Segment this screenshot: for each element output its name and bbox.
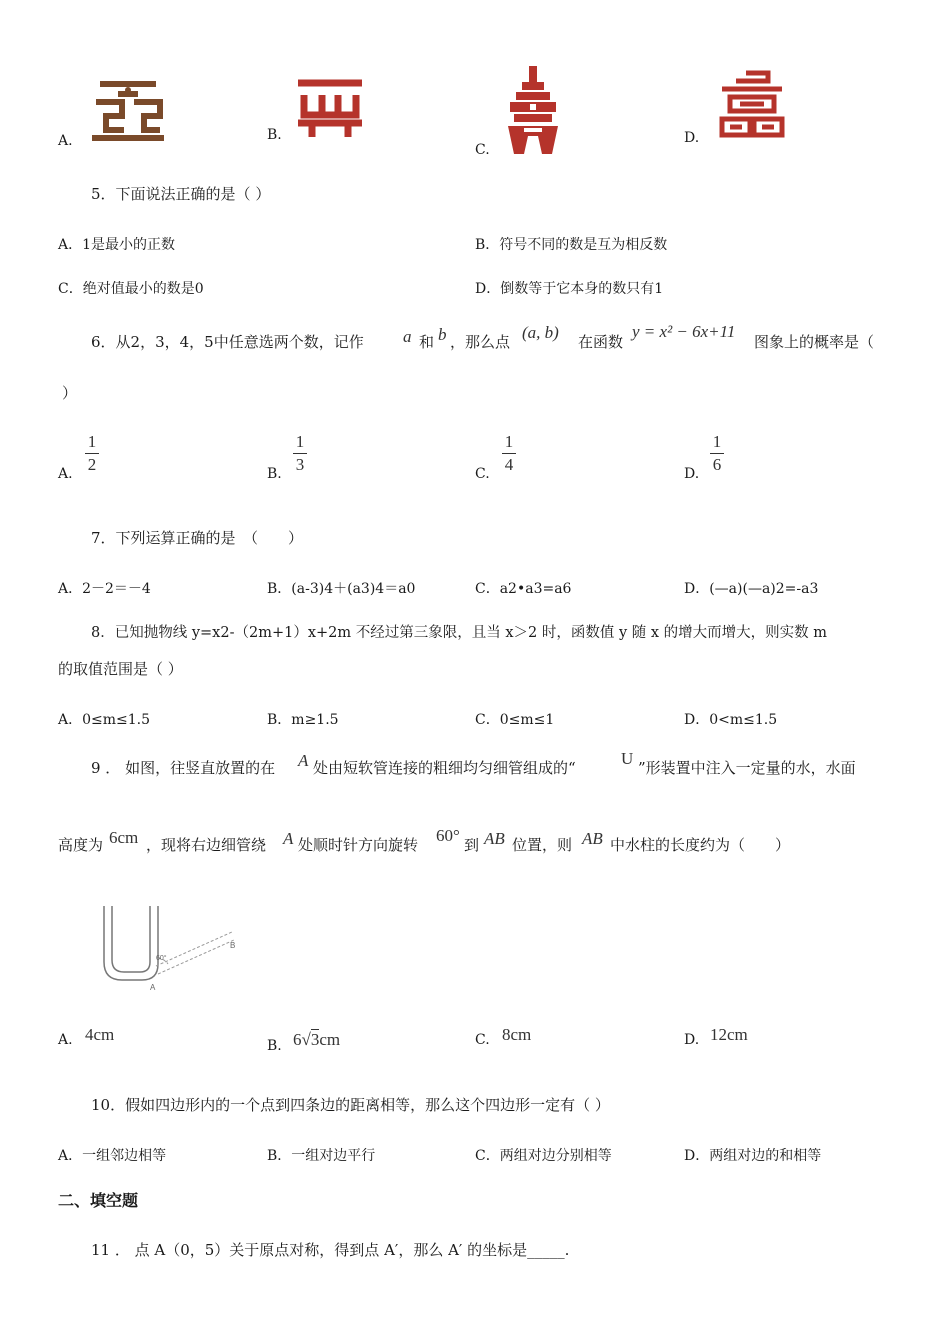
q9-option-b-value: 6√3cm <box>293 1030 341 1049</box>
q4-option-d-label: D. <box>684 130 700 146</box>
q6-option-c-numerator: 1 <box>504 432 514 451</box>
q9-stem-part-5: ，现将右边细管绕 <box>146 836 267 854</box>
q6-stem-part-2: ，那么点 <box>450 333 511 351</box>
q7-option-c: C．a2•a3=a6 <box>475 581 572 597</box>
q6-option-a-label: A. <box>58 466 73 482</box>
q6-option-b-numerator: 1 <box>295 432 305 451</box>
q7-option-b: B．(a-3)4＋(a3)4＝a0 <box>267 581 416 597</box>
q9-option-d-label: D. <box>684 1032 700 1048</box>
q8-option-b: B．m≥1.5 <box>267 712 339 728</box>
q6-and: 和 <box>419 333 435 351</box>
q9-segment-ab-2: AB <box>582 829 603 848</box>
q9-option-b-coef: 6 <box>293 1030 302 1049</box>
q6-option-a-fraction <box>85 433 99 474</box>
q6-option-d-denominator: 6 <box>712 455 722 474</box>
q6-option-c-label: C. <box>475 466 490 482</box>
q6-stem-part-3: 在函数 <box>578 333 624 351</box>
fig-point-a-label: A <box>150 983 156 992</box>
q8-option-c: C．0≤m≤1 <box>475 712 555 728</box>
q10-stem: 10．假如四边形内的一个点到四条边的距离相等，那么这个四边形一定有（ ） <box>91 1096 610 1114</box>
q9-stem-part-3: ”形装置中注入一定量的水，水面 <box>638 759 856 777</box>
q9-option-d-value: 12cm <box>710 1025 748 1044</box>
q6-option-c-fraction <box>502 433 516 474</box>
q4-option-b-label: B. <box>267 127 282 143</box>
q5-option-b: B．符号不同的数是互为相反数 <box>475 237 668 253</box>
q7-option-d: D．(—a)(—a)2=-a3 <box>684 581 819 597</box>
q6-option-d-numerator: 1 <box>712 432 722 451</box>
seal-logo-a-icon <box>88 76 168 144</box>
q9-u-letter: U <box>621 749 634 768</box>
seal-logo-d-icon <box>716 67 788 139</box>
tower-logo-c-icon <box>504 64 562 156</box>
q8-option-a: A．0≤m≤1.5 <box>58 712 151 728</box>
q6-stem-part-4: 图象上的概率是（ <box>754 333 875 351</box>
q9-stem-part-9: 中水柱的长度约为（ ） <box>610 836 791 854</box>
q6-var-a: a <box>403 327 412 346</box>
q9-option-a-value: 4cm <box>85 1025 115 1044</box>
q10-option-a: A．一组邻边相等 <box>58 1148 167 1164</box>
u-tube-figure <box>96 900 246 992</box>
q8-stem-line-1: 8．已知抛物线 y=x2-（2m+1）x+2m 不经过第三象限，且当 x＞2 时，函数值 y 随 x 的增大而增大，则实数 m <box>91 625 828 641</box>
q4-option-a-label: A. <box>58 133 73 149</box>
q5-option-a: A．1是最小的正数 <box>58 237 176 253</box>
q9-stem-part-1: 9 ． 如图，往竖直放置的在 <box>91 759 276 777</box>
q9-height: 6cm <box>109 828 139 847</box>
q9-stem-part-2: 处由短软管连接的粗细均匀细管组成的“ <box>313 759 576 777</box>
q6-option-b-denominator: 3 <box>295 455 305 474</box>
q6-option-d-fraction <box>710 433 724 474</box>
q8-option-d: D．0<m≤1.5 <box>684 712 778 728</box>
fig-point-b-label: B <box>230 941 236 950</box>
q6-point: (a, b) <box>522 323 559 342</box>
q9-stem-part-8: 位置，则 <box>512 836 573 854</box>
q5-option-c: C．绝对值最小的数是0 <box>58 281 204 297</box>
q7-option-a: A．2－2＝－4 <box>58 581 151 597</box>
q6-option-c-denominator: 4 <box>504 455 514 474</box>
q9-option-b-label: B. <box>267 1038 282 1054</box>
q9-option-a-label: A. <box>58 1032 73 1048</box>
q5-option-d: D．倒数等于它本身的数只有1 <box>475 281 664 297</box>
q6-option-a-denominator: 2 <box>87 455 97 474</box>
q9-option-b-radicand: 3 <box>310 1030 320 1049</box>
q11-stem: 11 ． 点 A（0，5）关于原点对称，得到点 A′，那么 A′ 的坐标是_____. <box>91 1241 570 1259</box>
q6-option-b-fraction <box>293 433 307 474</box>
section-title-fill-in: 二、填空题 <box>58 1191 139 1210</box>
q10-option-b: B．一组对边平行 <box>267 1148 376 1164</box>
q9-segment-ab: AB <box>484 829 505 848</box>
q6-option-b-label: B. <box>267 466 282 482</box>
q4-option-c-label: C. <box>475 142 490 158</box>
q8-stem-line-2: 的取值范围是（ ） <box>58 660 183 678</box>
q5-stem: 5．下面说法正确的是（ ） <box>91 185 271 203</box>
q6-option-d-label: D. <box>684 466 700 482</box>
q9-point-a: A <box>298 751 309 770</box>
q9-stem-part-7: 到 <box>464 836 480 854</box>
q10-option-c: C．两组对边分别相等 <box>475 1148 612 1164</box>
q9-stem-part-4: 高度为 <box>58 836 104 854</box>
q6-stem-part-5: ） <box>62 384 78 402</box>
q9-angle: 60° <box>436 826 460 845</box>
seal-logo-b-icon <box>294 77 366 139</box>
q9-option-b-unit: cm <box>319 1030 341 1049</box>
q9-option-c-value: 8cm <box>502 1025 532 1044</box>
q6-function: y = x² − 6x+11 <box>632 322 736 341</box>
q6-var-b: b <box>438 325 447 344</box>
q7-stem: 7．下列运算正确的是 （ ） <box>91 529 304 547</box>
q10-option-d: D．两组对边的和相等 <box>684 1148 822 1164</box>
q9-stem-part-6: 处顺时针方向旋转 <box>298 836 419 854</box>
fig-angle-label: 60° <box>156 955 167 962</box>
q9-point-a-2: A <box>283 829 294 848</box>
q6-stem-part-1: 6．从2，3，4，5中任意选两个数，记作 <box>91 333 364 351</box>
q6-option-a-numerator: 1 <box>87 432 97 451</box>
q9-option-c-label: C. <box>475 1032 490 1048</box>
